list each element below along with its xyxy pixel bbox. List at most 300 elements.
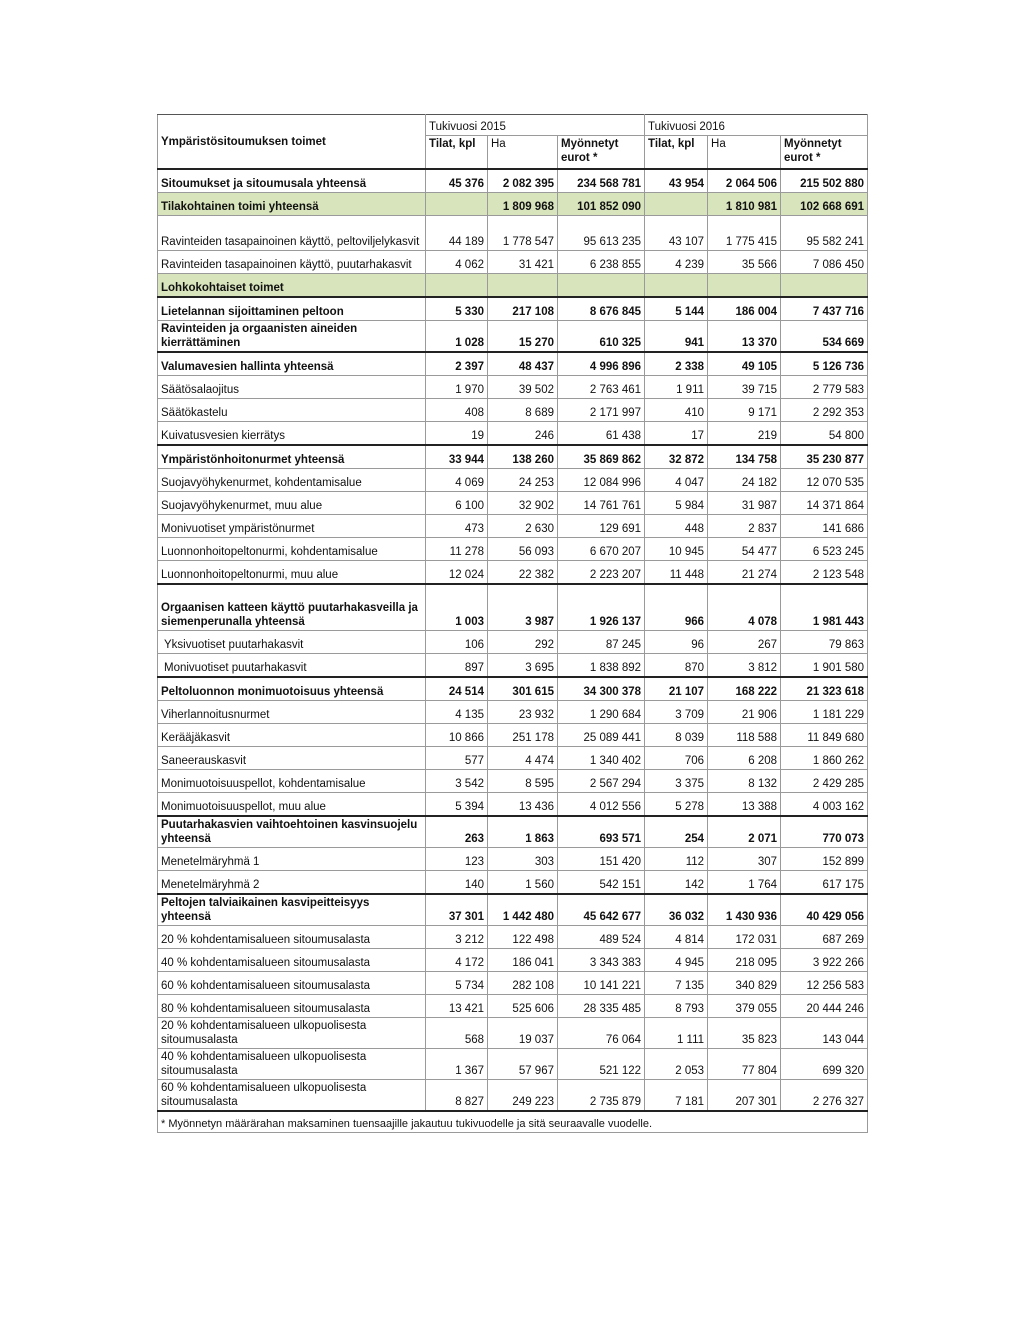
row-value: 24 514 xyxy=(426,677,488,701)
row-value: 5 144 xyxy=(645,297,708,321)
row-value: 168 222 xyxy=(708,677,781,701)
row-value: 267 xyxy=(708,631,781,654)
row-value: 525 606 xyxy=(488,995,558,1018)
row-value: 6 238 855 xyxy=(558,251,645,274)
row-label: Monimuotoisuuspellot, kohdentamisalue xyxy=(158,770,426,793)
row-value xyxy=(426,193,488,216)
row-value: 3 709 xyxy=(645,701,708,724)
table-row xyxy=(158,469,868,492)
table-row xyxy=(158,770,868,793)
table-row xyxy=(158,321,868,353)
row-value: 122 498 xyxy=(488,926,558,949)
table-row xyxy=(158,169,868,193)
row-value: 5 984 xyxy=(645,492,708,515)
row-value: 340 829 xyxy=(708,972,781,995)
row-value: 5 278 xyxy=(645,793,708,817)
row-value: 941 xyxy=(645,321,708,353)
table-row xyxy=(158,1080,868,1112)
row-value: 217 108 xyxy=(488,297,558,321)
row-value: 96 xyxy=(645,631,708,654)
row-value: 19 037 xyxy=(488,1018,558,1049)
row-value: 577 xyxy=(426,747,488,770)
row-value: 172 031 xyxy=(708,926,781,949)
table-row xyxy=(158,584,868,631)
row-value: 7 181 xyxy=(645,1080,708,1112)
table-row xyxy=(158,492,868,515)
row-value: 2 223 207 xyxy=(558,561,645,585)
row-value xyxy=(781,274,868,298)
row-label: Peltoluonnon monimuotoisuus yhteensä xyxy=(158,677,426,701)
row-value: 112 xyxy=(645,848,708,871)
row-value: 379 055 xyxy=(708,995,781,1018)
row-value: 234 568 781 xyxy=(558,169,645,193)
row-value: 897 xyxy=(426,654,488,678)
row-value: 32 872 xyxy=(645,445,708,469)
row-label: Tilakohtainen toimi yhteensä xyxy=(158,193,426,216)
row-value: 143 044 xyxy=(781,1018,868,1049)
row-label: 20 % kohdentamisalueen sitoumusalasta xyxy=(158,926,426,949)
row-value: 1 367 xyxy=(426,1049,488,1080)
row-value: 13 436 xyxy=(488,793,558,817)
row-value: 102 668 691 xyxy=(781,193,868,216)
header-label: Ympäristösitoumuksen toimet xyxy=(158,115,426,170)
table-row xyxy=(158,297,868,321)
row-value: 1 764 xyxy=(708,871,781,895)
row-value: 12 070 535 xyxy=(781,469,868,492)
row-value: 57 967 xyxy=(488,1049,558,1080)
row-value: 568 xyxy=(426,1018,488,1049)
row-value: 31 421 xyxy=(488,251,558,274)
header-ha-2015: Ha xyxy=(488,136,558,170)
table-row xyxy=(158,1049,868,1080)
row-value: 1 981 443 xyxy=(781,584,868,631)
row-value: 6 100 xyxy=(426,492,488,515)
table-row xyxy=(158,352,868,376)
row-value: 215 502 880 xyxy=(781,169,868,193)
row-value: 4 069 xyxy=(426,469,488,492)
row-value xyxy=(645,193,708,216)
header-year-2015: Tukivuosi 2015 xyxy=(426,115,645,136)
row-value: 2 735 879 xyxy=(558,1080,645,1112)
row-value: 43 107 xyxy=(645,216,708,251)
row-value: 31 987 xyxy=(708,492,781,515)
row-value: 10 141 221 xyxy=(558,972,645,995)
table-row xyxy=(158,538,868,561)
row-value: 25 089 441 xyxy=(558,724,645,747)
row-value: 24 253 xyxy=(488,469,558,492)
row-value: 4 012 556 xyxy=(558,793,645,817)
row-value: 11 849 680 xyxy=(781,724,868,747)
row-value: 186 041 xyxy=(488,949,558,972)
row-value: 2 837 xyxy=(708,515,781,538)
row-value: 448 xyxy=(645,515,708,538)
row-value: 1 290 684 xyxy=(558,701,645,724)
row-value: 534 669 xyxy=(781,321,868,353)
row-label: Yksivuotiset puutarhakasvit xyxy=(158,631,426,654)
table-body xyxy=(158,169,868,1111)
row-value: 307 xyxy=(708,848,781,871)
row-value: 35 230 877 xyxy=(781,445,868,469)
row-label: 60 % kohdentamisalueen ulkopuolisesta sitoumusalasta xyxy=(158,1080,426,1112)
row-label: Kuivatusvesien kierrätys xyxy=(158,422,426,446)
row-value: 11 278 xyxy=(426,538,488,561)
row-label: Saneerauskasvit xyxy=(158,747,426,770)
row-value: 218 095 xyxy=(708,949,781,972)
row-value: 207 301 xyxy=(708,1080,781,1112)
row-value: 95 582 241 xyxy=(781,216,868,251)
row-value: 54 477 xyxy=(708,538,781,561)
row-value: 8 689 xyxy=(488,399,558,422)
row-value: 4 047 xyxy=(645,469,708,492)
row-value: 303 xyxy=(488,848,558,871)
row-value: 2 123 548 xyxy=(781,561,868,585)
table-row xyxy=(158,926,868,949)
row-value: 1 838 892 xyxy=(558,654,645,678)
row-value: 1 810 981 xyxy=(708,193,781,216)
header-ha-2016: Ha xyxy=(708,136,781,170)
row-value: 118 588 xyxy=(708,724,781,747)
row-value: 1 003 xyxy=(426,584,488,631)
row-value: 3 542 xyxy=(426,770,488,793)
table-row xyxy=(158,193,868,216)
row-value xyxy=(558,274,645,298)
row-label: Lietelannan sijoittaminen peltoon xyxy=(158,297,426,321)
row-value: 1 560 xyxy=(488,871,558,895)
header-eurot-2016: Myönnetyt eurot * xyxy=(781,136,868,170)
row-label: Luonnonhoitopeltonurmi, kohdentamisalue xyxy=(158,538,426,561)
row-value: 45 642 677 xyxy=(558,894,645,926)
row-value: 138 260 xyxy=(488,445,558,469)
row-value: 17 xyxy=(645,422,708,446)
row-label: Menetelmäryhmä 1 xyxy=(158,848,426,871)
row-value: 2 082 395 xyxy=(488,169,558,193)
row-value: 36 032 xyxy=(645,894,708,926)
row-value: 408 xyxy=(426,399,488,422)
row-value: 19 xyxy=(426,422,488,446)
table-row xyxy=(158,631,868,654)
row-value: 8 132 xyxy=(708,770,781,793)
row-label: 80 % kohdentamisalueen sitoumusalasta xyxy=(158,995,426,1018)
footnote: * Myönnetyn määrärahan maksaminen tuensaajille jakautuu tukivuodelle ja sitä seuraavalle vuodelle. xyxy=(158,1111,868,1133)
row-value: 56 093 xyxy=(488,538,558,561)
row-value: 4 078 xyxy=(708,584,781,631)
table-row xyxy=(158,995,868,1018)
row-value: 32 902 xyxy=(488,492,558,515)
row-value: 13 421 xyxy=(426,995,488,1018)
row-value: 4 945 xyxy=(645,949,708,972)
row-value: 870 xyxy=(645,654,708,678)
row-value: 2 064 506 xyxy=(708,169,781,193)
row-value: 11 448 xyxy=(645,561,708,585)
row-label: Monimuotoisuuspellot, muu alue xyxy=(158,793,426,817)
row-value: 76 064 xyxy=(558,1018,645,1049)
row-value: 301 615 xyxy=(488,677,558,701)
row-value: 15 270 xyxy=(488,321,558,353)
row-value: 10 866 xyxy=(426,724,488,747)
row-value: 48 437 xyxy=(488,352,558,376)
row-value: 13 388 xyxy=(708,793,781,817)
row-value: 1 340 402 xyxy=(558,747,645,770)
row-value: 23 932 xyxy=(488,701,558,724)
row-value: 35 566 xyxy=(708,251,781,274)
row-value: 2 397 xyxy=(426,352,488,376)
row-value xyxy=(645,274,708,298)
header-eurot-2015: Myönnetyt eurot * xyxy=(558,136,645,170)
row-value: 35 869 862 xyxy=(558,445,645,469)
row-value: 142 xyxy=(645,871,708,895)
row-value: 4 814 xyxy=(645,926,708,949)
row-value: 2 276 327 xyxy=(781,1080,868,1112)
row-value xyxy=(488,274,558,298)
row-value: 1 970 xyxy=(426,376,488,399)
row-value: 61 438 xyxy=(558,422,645,446)
row-value: 246 xyxy=(488,422,558,446)
row-value: 292 xyxy=(488,631,558,654)
row-value: 2 171 997 xyxy=(558,399,645,422)
row-value: 3 812 xyxy=(708,654,781,678)
row-label: Menetelmäryhmä 2 xyxy=(158,871,426,895)
row-value: 8 793 xyxy=(645,995,708,1018)
row-label: 20 % kohdentamisalueen ulkopuolisesta sitoumusalasta xyxy=(158,1018,426,1049)
table-row xyxy=(158,654,868,678)
row-label: Orgaanisen katteen käyttö puutarhakasveilla ja siemenperunalla yhteensä xyxy=(158,584,426,631)
row-value: 706 xyxy=(645,747,708,770)
row-value: 3 922 266 xyxy=(781,949,868,972)
row-value: 5 734 xyxy=(426,972,488,995)
row-value: 1 860 262 xyxy=(781,747,868,770)
row-value: 7 135 xyxy=(645,972,708,995)
row-value: 79 863 xyxy=(781,631,868,654)
row-value: 5 330 xyxy=(426,297,488,321)
row-value: 473 xyxy=(426,515,488,538)
row-value: 2 779 583 xyxy=(781,376,868,399)
row-value: 282 108 xyxy=(488,972,558,995)
row-label: Ravinteiden tasapainoinen käyttö, puutarhakasvit xyxy=(158,251,426,274)
row-label: 60 % kohdentamisalueen sitoumusalasta xyxy=(158,972,426,995)
row-value: 152 899 xyxy=(781,848,868,871)
row-value: 693 571 xyxy=(558,816,645,848)
table-row xyxy=(158,747,868,770)
support-table xyxy=(157,114,868,1133)
row-label: Ravinteiden tasapainoinen käyttö, peltoviljelykasvit xyxy=(158,216,426,251)
row-value: 35 823 xyxy=(708,1018,781,1049)
row-value: 1 911 xyxy=(645,376,708,399)
row-value: 22 382 xyxy=(488,561,558,585)
row-value: 21 274 xyxy=(708,561,781,585)
table-row xyxy=(158,972,868,995)
row-value: 8 827 xyxy=(426,1080,488,1112)
row-label: 40 % kohdentamisalueen ulkopuolisesta sitoumusalasta xyxy=(158,1049,426,1080)
row-value: 4 062 xyxy=(426,251,488,274)
table-row xyxy=(158,376,868,399)
row-value: 2 338 xyxy=(645,352,708,376)
row-value: 45 376 xyxy=(426,169,488,193)
row-label: Luonnonhoitopeltonurmi, muu alue xyxy=(158,561,426,585)
table-row xyxy=(158,399,868,422)
row-value: 2 567 294 xyxy=(558,770,645,793)
row-value: 49 105 xyxy=(708,352,781,376)
row-label: Säätösalaojitus xyxy=(158,376,426,399)
row-value: 10 945 xyxy=(645,538,708,561)
header-tilat-2015: Tilat, kpl xyxy=(426,136,488,170)
row-value: 5 394 xyxy=(426,793,488,817)
row-value: 21 906 xyxy=(708,701,781,724)
row-value: 1 809 968 xyxy=(488,193,558,216)
row-value: 4 003 162 xyxy=(781,793,868,817)
table-row xyxy=(158,793,868,817)
row-value: 699 320 xyxy=(781,1049,868,1080)
row-value: 12 084 996 xyxy=(558,469,645,492)
row-label: Sitoumukset ja sitoumusala yhteensä xyxy=(158,169,426,193)
table-row xyxy=(158,848,868,871)
row-value: 1 111 xyxy=(645,1018,708,1049)
row-value: 24 182 xyxy=(708,469,781,492)
row-label: 40 % kohdentamisalueen sitoumusalasta xyxy=(158,949,426,972)
header-tilat-2016: Tilat, kpl xyxy=(645,136,708,170)
row-value: 123 xyxy=(426,848,488,871)
row-value: 140 xyxy=(426,871,488,895)
row-label: Monivuotiset puutarhakasvit xyxy=(158,654,426,678)
row-value: 9 171 xyxy=(708,399,781,422)
row-value xyxy=(708,274,781,298)
row-value: 95 613 235 xyxy=(558,216,645,251)
table-row xyxy=(158,724,868,747)
row-label: Suojavyöhykenurmet, kohdentamisalue xyxy=(158,469,426,492)
row-value: 2 292 353 xyxy=(781,399,868,422)
row-value: 3 695 xyxy=(488,654,558,678)
row-value: 3 343 383 xyxy=(558,949,645,972)
row-value: 4 172 xyxy=(426,949,488,972)
table-row xyxy=(158,251,868,274)
row-label: Valumavesien hallinta yhteensä xyxy=(158,352,426,376)
row-value: 1 028 xyxy=(426,321,488,353)
row-value: 2 071 xyxy=(708,816,781,848)
row-value: 8 676 845 xyxy=(558,297,645,321)
row-value: 6 523 245 xyxy=(781,538,868,561)
row-value: 1 442 480 xyxy=(488,894,558,926)
row-value: 13 370 xyxy=(708,321,781,353)
row-value: 34 300 378 xyxy=(558,677,645,701)
table-row xyxy=(158,515,868,538)
row-value: 687 269 xyxy=(781,926,868,949)
row-value: 6 208 xyxy=(708,747,781,770)
row-label: Säätökastelu xyxy=(158,399,426,422)
row-value: 254 xyxy=(645,816,708,848)
row-value: 4 135 xyxy=(426,701,488,724)
header-year-2016: Tukivuosi 2016 xyxy=(645,115,868,136)
row-value: 186 004 xyxy=(708,297,781,321)
row-value: 8 595 xyxy=(488,770,558,793)
table-row xyxy=(158,216,868,251)
table-row xyxy=(158,949,868,972)
row-value: 249 223 xyxy=(488,1080,558,1112)
row-value: 39 715 xyxy=(708,376,781,399)
row-value: 151 420 xyxy=(558,848,645,871)
row-value: 1 775 415 xyxy=(708,216,781,251)
row-value: 489 524 xyxy=(558,926,645,949)
row-value: 101 852 090 xyxy=(558,193,645,216)
row-value: 37 301 xyxy=(426,894,488,926)
row-value: 7 086 450 xyxy=(781,251,868,274)
row-value: 1 181 229 xyxy=(781,701,868,724)
row-label: Lohkokohtaiset toimet xyxy=(158,274,426,298)
row-value: 1 430 936 xyxy=(708,894,781,926)
row-value: 770 073 xyxy=(781,816,868,848)
row-value: 1 863 xyxy=(488,816,558,848)
row-value: 4 996 896 xyxy=(558,352,645,376)
row-value: 1 901 580 xyxy=(781,654,868,678)
row-value: 14 371 864 xyxy=(781,492,868,515)
row-value: 21 107 xyxy=(645,677,708,701)
row-value: 28 335 485 xyxy=(558,995,645,1018)
row-value: 966 xyxy=(645,584,708,631)
row-value: 521 122 xyxy=(558,1049,645,1080)
row-value: 263 xyxy=(426,816,488,848)
row-label: Viherlannoitusnurmet xyxy=(158,701,426,724)
row-label: Suojavyöhykenurmet, muu alue xyxy=(158,492,426,515)
row-value: 14 761 761 xyxy=(558,492,645,515)
table-row xyxy=(158,871,868,895)
row-value: 2 429 285 xyxy=(781,770,868,793)
row-value: 3 375 xyxy=(645,770,708,793)
row-label: Puutarhakasvien vaihtoehtoinen kasvinsuojelu yhteensä xyxy=(158,816,426,848)
row-label: Kerääjäkasvit xyxy=(158,724,426,747)
row-value: 40 429 056 xyxy=(781,894,868,926)
row-label: Ympäristönhoitonurmet yhteensä xyxy=(158,445,426,469)
row-value: 7 437 716 xyxy=(781,297,868,321)
table-row xyxy=(158,894,868,926)
row-value: 141 686 xyxy=(781,515,868,538)
table-row xyxy=(158,445,868,469)
row-value: 617 175 xyxy=(781,871,868,895)
row-value: 44 189 xyxy=(426,216,488,251)
row-value: 39 502 xyxy=(488,376,558,399)
row-label: Monivuotiset ympäristönurmet xyxy=(158,515,426,538)
row-value: 129 691 xyxy=(558,515,645,538)
row-value: 134 758 xyxy=(708,445,781,469)
row-value: 542 151 xyxy=(558,871,645,895)
table-row xyxy=(158,677,868,701)
row-value: 21 323 618 xyxy=(781,677,868,701)
table-row xyxy=(158,1018,868,1049)
row-value: 2 630 xyxy=(488,515,558,538)
row-value: 1 778 547 xyxy=(488,216,558,251)
row-value: 87 245 xyxy=(558,631,645,654)
row-value: 8 039 xyxy=(645,724,708,747)
row-value: 12 024 xyxy=(426,561,488,585)
row-value: 20 444 246 xyxy=(781,995,868,1018)
row-value: 5 126 736 xyxy=(781,352,868,376)
row-value: 4 474 xyxy=(488,747,558,770)
row-value: 610 325 xyxy=(558,321,645,353)
row-value: 1 926 137 xyxy=(558,584,645,631)
row-value: 219 xyxy=(708,422,781,446)
row-value: 12 256 583 xyxy=(781,972,868,995)
table-row xyxy=(158,816,868,848)
row-label: Ravinteiden ja orgaanisten aineiden kierrättäminen xyxy=(158,321,426,353)
row-value: 4 239 xyxy=(645,251,708,274)
row-value: 3 212 xyxy=(426,926,488,949)
row-value: 6 670 207 xyxy=(558,538,645,561)
row-label: Peltojen talviaikainen kasvipeitteisyys yhteensä xyxy=(158,894,426,926)
row-value: 106 xyxy=(426,631,488,654)
row-value xyxy=(426,274,488,298)
row-value: 3 987 xyxy=(488,584,558,631)
row-value: 54 800 xyxy=(781,422,868,446)
row-value: 2 763 461 xyxy=(558,376,645,399)
row-value: 43 954 xyxy=(645,169,708,193)
row-value: 2 053 xyxy=(645,1049,708,1080)
